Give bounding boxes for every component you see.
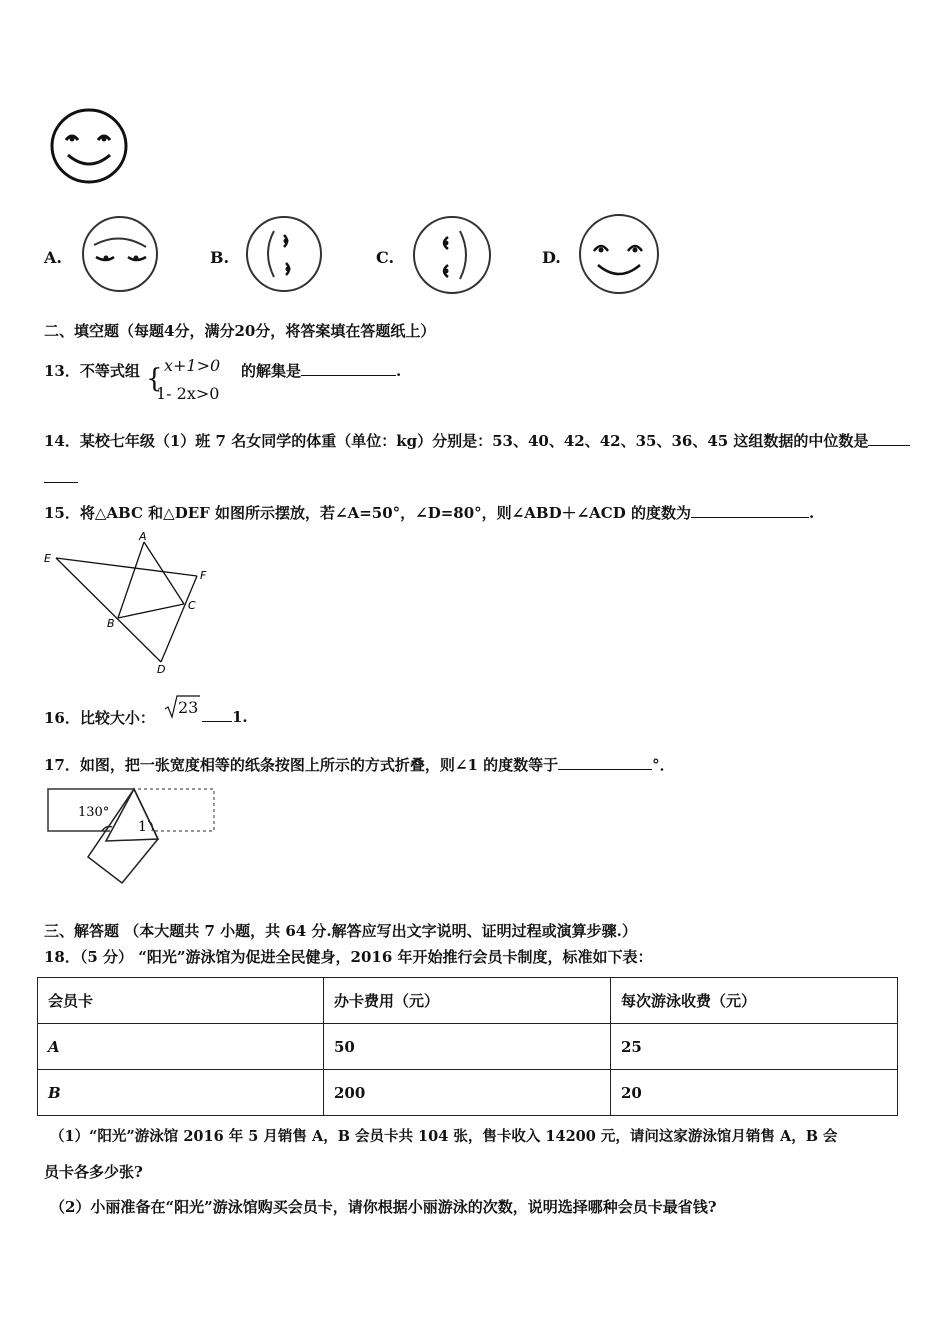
q15-label-a: A — [139, 530, 147, 543]
option-b-figure[interactable] — [244, 213, 326, 295]
option-c-figure[interactable] — [410, 213, 494, 297]
q13-eq2: 1- 2x>0 — [156, 384, 220, 403]
option-d-figure[interactable] — [576, 211, 662, 297]
table-cell-per-swim: 20 — [611, 1070, 898, 1116]
section-3-heading: 三、解答题 （本大题共 7 小题，共 64 分.解答应写出文字说明、证明过程或演算步骤.） — [44, 922, 637, 940]
table-cell-card: A — [38, 1024, 324, 1070]
q14-text: 14．某校七年级（1）班 7 名女同学的体重（单位：kg）分别是：53、40、42、42、35、36、45 这组数据的中位数是 — [44, 432, 869, 450]
q13-answer-blank[interactable] — [301, 361, 396, 376]
q16-answer-blank[interactable] — [202, 707, 232, 722]
table-header-cell: 办卡费用（元） — [324, 978, 611, 1024]
q13-prefix: 13．不等式组 — [44, 362, 140, 380]
q13-suffix: 的解集是 — [241, 362, 302, 380]
table-cell-per-swim: 25 — [611, 1024, 898, 1070]
q16-suffix-row — [202, 707, 248, 726]
q15-answer-blank[interactable] — [691, 503, 809, 518]
q17-angle-130-label: 130° — [78, 805, 110, 820]
table-row — [38, 1024, 898, 1070]
q15-label-e: E — [44, 552, 51, 565]
q14-answer-blank-continued[interactable] — [44, 482, 78, 483]
question-14 — [44, 430, 910, 451]
question-17 — [44, 754, 675, 775]
q15-triangles-figure — [40, 528, 230, 676]
table-header-cell: 会员卡 — [38, 978, 324, 1024]
q15-label-d: D — [157, 663, 166, 676]
question-18-intro: 18．（5 分） “阳光”游泳馆为促进全民健身，2016 年开始推行会员卡制度，标准如下表： — [44, 948, 653, 966]
table-cell-card: B — [38, 1070, 324, 1116]
smiley-face-figure — [48, 107, 132, 187]
table-cell-fee: 200 — [324, 1070, 611, 1116]
q17-angle-1-label: 1 — [138, 819, 147, 835]
q15-text: 15．将△ABC 和△DEF 如图所示摆放，若∠A=50°，∠D=80°，则∠ABD＋∠ACD 的度数为 — [44, 504, 691, 522]
q17-answer-blank[interactable] — [558, 755, 652, 770]
option-a-label: A. — [44, 248, 62, 267]
table-row — [38, 1070, 898, 1116]
q17-end: °． — [652, 756, 675, 774]
q13-brace: { — [146, 364, 163, 394]
q13-end: . — [396, 362, 402, 380]
q16-radicand: 23 — [178, 698, 199, 717]
q18-part2: （2）小丽准备在“阳光”游泳馆购买会员卡，请你根据小丽游泳的次数，说明选择哪种会员卡最省钱? — [50, 1198, 717, 1216]
q14-answer-blank[interactable] — [868, 431, 910, 446]
q13-eq1: x+1>0 — [164, 356, 221, 375]
table-header-row — [38, 978, 898, 1024]
q16-prefix: 16．比较大小： — [44, 709, 155, 727]
table-header-cell: 每次游泳收费（元） — [611, 978, 898, 1024]
q13-suffix-row — [241, 360, 401, 381]
q17-folded-strip-figure — [46, 783, 218, 889]
question-13 — [44, 360, 140, 381]
membership-table — [37, 977, 898, 1116]
q15-label-b: B — [107, 617, 115, 630]
table-cell-fee: 50 — [324, 1024, 611, 1070]
question-16 — [44, 707, 155, 728]
q15-label-c: C — [188, 599, 196, 612]
q15-end: . — [808, 504, 815, 522]
q16-suffix: 1. — [232, 708, 248, 726]
q18-part1-line2: 员卡各多少张? — [44, 1163, 143, 1181]
q15-label-f: F — [200, 569, 207, 582]
option-b-label: B. — [210, 248, 230, 267]
q18-part1-line1: （1）“阳光”游泳馆 2016 年 5 月销售 A，B 会员卡共 104 张，售卡收入 14200 元，请问这家游泳馆月销售 A，B 会 — [50, 1128, 838, 1145]
option-d-label: D. — [542, 248, 561, 267]
section-2-heading: 二、填空题（每题4分，满分20分，将答案填在答题纸上） — [44, 322, 436, 340]
option-a-figure[interactable] — [80, 213, 162, 295]
q17-text: 17．如图，把一张宽度相等的纸条按图上所示的方式折叠，则∠1 的度数等于 — [44, 756, 559, 774]
question-15 — [44, 502, 814, 523]
option-c-label: C. — [376, 248, 395, 267]
